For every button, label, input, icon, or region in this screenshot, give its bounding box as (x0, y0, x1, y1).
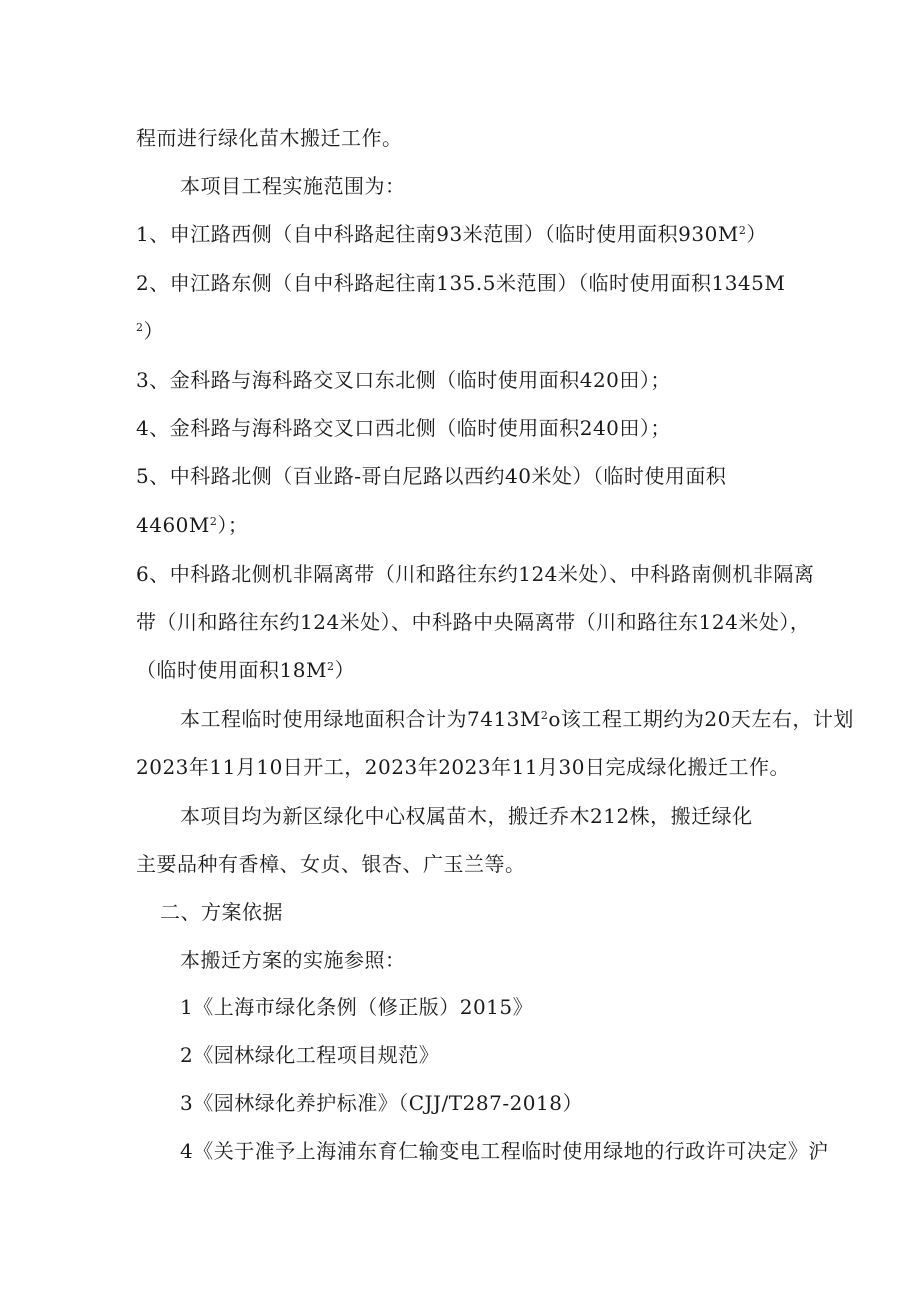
list-item-4: 4、金科路与海科路交叉口西北侧（临时使用面积240田）； (136, 416, 671, 440)
list-item-5-close: ）； (217, 513, 249, 537)
list-item-6-close: ） (334, 658, 355, 682)
paragraph-species: 主要品种有香樟、女贞、银杏、广玉兰等。 (136, 852, 526, 876)
list-item-3: 3、金科路与海科路交叉口东北侧（临时使用面积420田）； (136, 368, 671, 392)
reference-3: 3《园林绿化养护标准》（CJJ/T287-2018） (180, 1091, 583, 1115)
list-item-1 (136, 220, 767, 248)
area-total-rest: o该工程工期约为20天左右，计划 (548, 707, 854, 731)
paragraph-trees: 本项目均为新区绿化中心权属苗木，搬迁乔木212株，搬迁绿化 (180, 804, 753, 828)
list-item-5-continued (136, 511, 248, 539)
superscript: 2 (326, 660, 335, 673)
list-item-2: 2、申江路东侧（自中科路起往南135.5米范围）（临时使用面积1345M (136, 271, 786, 295)
superscript: 2 (738, 224, 747, 237)
list-item-1-close: ） (746, 222, 767, 246)
list-item-1-text: 1、申江路西侧（自中科路起往南93米范围）（临时使用面积930M (136, 222, 739, 246)
list-item-2-continued (136, 317, 164, 345)
list-item-6: 6、中科路北侧机非隔离带（川和路往东约124米处）、中科路南侧机非隔离 (136, 562, 815, 586)
area-total-text: 本工程临时使用绿地面积合计为7413M (180, 707, 541, 731)
paragraph-schedule: 2023年11月10日开工，2023年2023年11月30日完成绿化搬迁工作。 (136, 755, 790, 779)
superscript: 2 (136, 321, 144, 334)
reference-4: 4《关于准予上海浦东育仁输变电工程临时使用绿地的行政许可决定》沪 (180, 1139, 829, 1163)
reference-1: 1《上海市绿化条例（修正版）2015》 (180, 995, 534, 1019)
superscript: 2 (209, 515, 218, 528)
paragraph-line-1: 程而进行绿化苗木搬迁工作。 (136, 126, 403, 150)
superscript: 2 (540, 709, 549, 722)
list-item-6-text: （临时使用面积18M (136, 658, 327, 682)
reference-2: 2《园林绿化工程项目规范》 (180, 1043, 440, 1067)
list-item-5-text: 4460M (136, 513, 210, 537)
paragraph-basis: 本搬迁方案的实施参照： (180, 948, 406, 972)
section-heading: 二、方案依据 (160, 900, 283, 924)
paragraph-line-2: 本项目工程实施范围为： (180, 174, 406, 198)
list-item-6-line-2: 带（川和路往东约124米处）、中科路中央隔离带（川和路往东124米处）， (136, 610, 811, 634)
list-item-2-close: ） (143, 319, 164, 343)
list-item-5: 5、中科路北侧（百业路-哥白尼路以西约40米处）（临时使用面积 (136, 464, 727, 488)
list-item-6-line-3 (136, 656, 355, 684)
paragraph-area-total (180, 705, 854, 733)
